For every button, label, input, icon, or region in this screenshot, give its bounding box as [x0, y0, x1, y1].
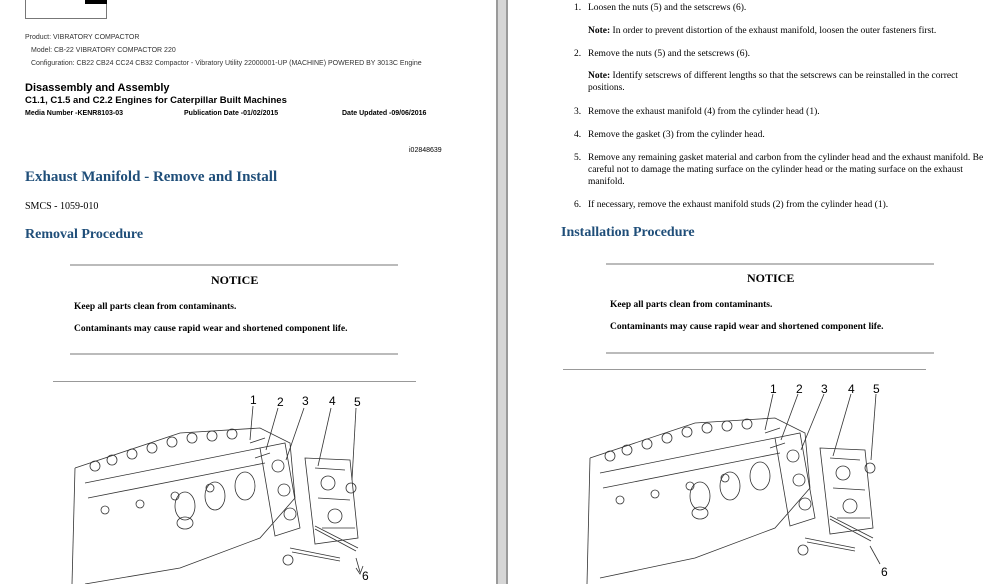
top-box-edge: [85, 0, 107, 4]
configuration-line: [31, 60, 422, 67]
callout-3: 3: [302, 394, 309, 408]
step-text: Remove the nuts (5) and the setscrews (6).: [588, 49, 750, 59]
note-text: In order to prevent distortion of the exhaust manifold, loosen the outer fasteners first.: [612, 26, 937, 36]
notice-top-rule: [70, 264, 398, 266]
notice-line-1: Keep all parts clean from contaminants.: [610, 300, 773, 310]
step-text: Remove any remaining gasket material and carbon from the cylinder head and the exhaust manifold. Be careful not to damage the mating surface on the cylinder head or the mating surface on the exhaust manifold.: [588, 153, 984, 187]
step-number: 2.: [574, 49, 582, 59]
callout-5: 5: [873, 382, 880, 396]
callout-3: 3: [821, 382, 828, 396]
callout-1: 1: [250, 393, 257, 407]
step-number: 1.: [574, 3, 582, 13]
note-text: Identify setscrews of different lengths so that the setscrews can be reinstalled in the correct positions.: [588, 71, 958, 93]
callout-2: 2: [796, 382, 803, 396]
step-number: 3.: [574, 107, 582, 117]
notice-top-rule: [606, 263, 934, 265]
doc-subtitle: C1.1, C1.5 and C2.2 Engines for Caterpillar Built Machines: [25, 95, 287, 106]
step-text: If necessary, remove the exhaust manifold studs (2) from the cylinder head (1).: [588, 200, 889, 210]
callout-1: 1: [770, 382, 777, 396]
step-text: Remove the exhaust manifold (4) from the cylinder head (1).: [588, 107, 820, 117]
doc-title: Disassembly and Assembly: [25, 82, 170, 94]
notice-line-2: Contaminants may cause rapid wear and shortened component life.: [610, 322, 884, 332]
notice-bottom-rule: [606, 352, 934, 354]
note-1: [588, 25, 988, 37]
smcs-code: SMCS - 1059-010: [25, 201, 99, 212]
model-line: [31, 47, 176, 54]
notice-title: NOTICE: [211, 273, 259, 287]
step-number: 6.: [574, 200, 582, 210]
doc-id: i02848639: [409, 147, 442, 154]
illustration-rule: [563, 369, 926, 370]
callout-6: 6: [881, 565, 888, 579]
left-page: [0, 0, 496, 584]
notice-line-1: Keep all parts clean from contaminants.: [74, 302, 237, 312]
exhaust-manifold-illustration: [60, 388, 400, 584]
product-line: [25, 34, 139, 41]
section-heading-installation: Installation Procedure: [561, 225, 695, 240]
callout-4: 4: [848, 382, 855, 396]
step-text: Remove the gasket (3) from the cylinder head.: [588, 130, 765, 140]
step-text: Loosen the nuts (5) and the setscrews (6).: [588, 3, 747, 13]
media-number: Media Number -KENR8103-03: [25, 110, 124, 117]
callout-2: 2: [277, 395, 284, 409]
exhaust-manifold-illustration: [580, 378, 920, 584]
model-value: CB-22 VIBRATORY COMPACTOR 220: [53, 47, 176, 54]
right-page: [508, 0, 994, 584]
callout-5: 5: [354, 395, 361, 409]
callout-6: 6: [362, 569, 369, 583]
page-title: Exhaust Manifold - Remove and Install: [25, 169, 278, 185]
notice-bottom-rule: [70, 353, 398, 355]
date-updated: Date Updated -09/06/2016: [342, 110, 427, 117]
publication-date: Publication Date -01/02/2015: [184, 110, 279, 117]
config-value: CB22 CB24 CC24 CB32 Compactor - Vibratory Utility 22000001-UP (MACHINE) POWERED BY 3013C Engine: [76, 60, 422, 67]
model-label: Model:: [31, 47, 53, 54]
notice-line-2: Contaminants may cause rapid wear and shortened component life.: [74, 324, 348, 334]
section-heading-removal: Removal Procedure: [25, 227, 144, 242]
page-gutter: [496, 0, 508, 584]
note-2: [588, 70, 988, 94]
callout-4: 4: [329, 394, 336, 408]
note-label: Note:: [588, 26, 611, 36]
illustration-rule: [53, 381, 416, 382]
product-label: Product:: [25, 34, 52, 41]
notice-title: NOTICE: [747, 271, 795, 285]
config-label: Configuration:: [31, 60, 75, 67]
note-label: Note:: [588, 71, 611, 81]
step-number: 4.: [574, 130, 582, 140]
step-number: 5.: [574, 153, 582, 163]
product-value: VIBRATORY COMPACTOR: [53, 34, 140, 41]
